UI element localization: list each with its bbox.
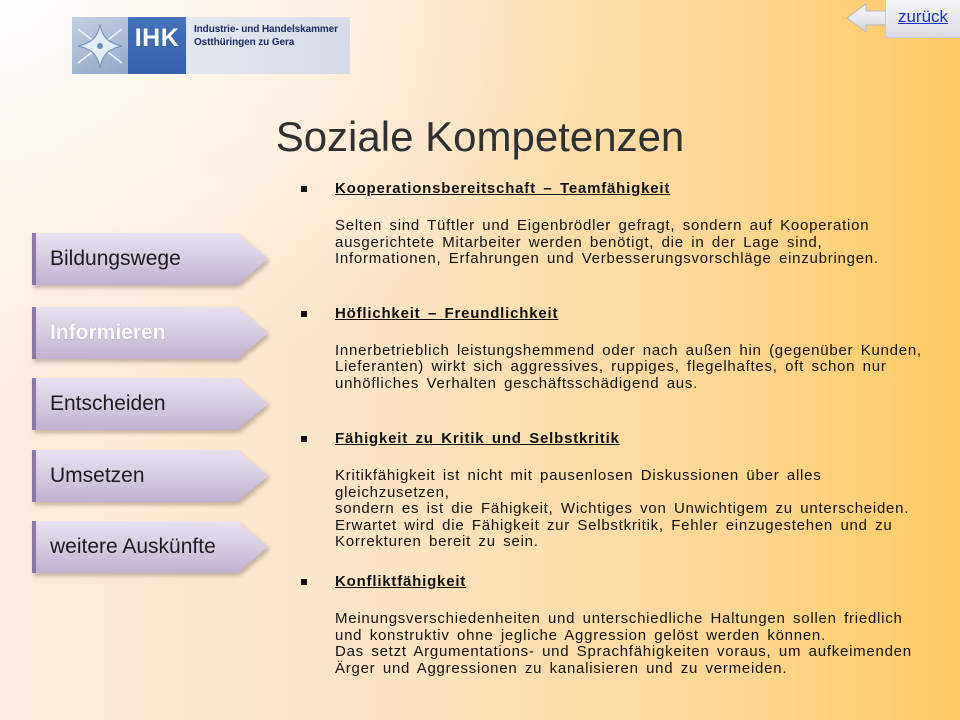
paragraph-line: Das setzt Argumentations- und Sprachfähigkeiten voraus, um aufkeimenden: [335, 643, 912, 661]
paragraph-line: unhöfliches Verhalten geschäftsschädigend aus.: [335, 374, 699, 392]
bullet-icon: [301, 579, 307, 585]
nav-button-label: Bildungswege: [50, 247, 181, 270]
logo-icon-box: [72, 17, 128, 74]
back-button[interactable]: [885, 0, 960, 38]
section-heading: Kooperationsbereitschaft – Teamfähigkeit: [335, 180, 671, 197]
paragraph-line: Informationen, Erfahrungen und Verbesserungsvorschläge einzubringen.: [335, 250, 879, 268]
paragraph-line: Innerbetrieblich leistungshemmend oder nach außen hin (gegenüber Kunden,: [335, 341, 922, 359]
bullet-icon: [301, 436, 307, 442]
section-paragraph: [335, 218, 879, 268]
page-title: Soziale Kompetenzen: [275, 113, 685, 160]
section-heading: Konfliktfähigkeit: [335, 573, 467, 590]
ihk-interchange-icon: [72, 17, 128, 74]
logo-abbr: IHK: [134, 24, 180, 52]
paragraph-line: Kritikfähigkeit ist nicht mit pausenlosen Diskussionen über alles: [335, 467, 822, 484]
nav-button-label: Entscheiden: [50, 392, 166, 415]
ihk-logo: [72, 17, 350, 74]
section-paragraph: [335, 343, 922, 393]
paragraph-line: und konstruktiv ohne jegliche Aggression gelöst werden können.: [335, 626, 826, 644]
logo-abbr-box: [128, 17, 186, 74]
paragraph-line: Selten sind Tüftler und Eigenbrödler gefragt, sondern auf Kooperation: [335, 217, 870, 234]
section-paragraph: [335, 611, 912, 677]
arrow-left-shape[interactable]: [847, 4, 889, 32]
nav-button-bildungswege[interactable]: [32, 233, 268, 285]
back-link[interactable]: zurück: [897, 7, 949, 26]
section-paragraph: [335, 468, 909, 551]
bullet-icon: [301, 186, 307, 192]
paragraph-line: Lieferanten) wirkt sich aggressives, ruppiges, flegelhaftes, oft schon nur: [335, 358, 887, 376]
logo-line1: Industrie- und Handelskammer: [194, 24, 338, 35]
paragraph-line: Korrekturen bereit zu sein.: [335, 533, 539, 551]
bullet-icon: [301, 311, 307, 317]
paragraph-line: Meinungsverschiedenheiten und unterschiedliche Haltungen sollen friedlich: [335, 610, 903, 627]
section-heading: Höflichkeit – Freundlichkeit: [335, 304, 559, 322]
nav-button-label: Informieren: [50, 321, 166, 344]
paragraph-line: sondern es ist die Fähigkeit, Wichtiges von Unwichtigem zu unterscheiden.: [335, 500, 910, 518]
nav-button-entscheiden[interactable]: [32, 378, 268, 430]
paragraph-line: gleichzusetzen,: [335, 483, 450, 501]
nav-button-label: weitere Auskünfte: [50, 535, 216, 558]
section-heading: Fähigkeit zu Kritik und Selbstkritik: [335, 430, 620, 447]
paragraph-line: ausgerichtete Mitarbeiter werden benötigt, die in der Lage sind,: [335, 233, 823, 251]
logo-line2: Ostthüringen zu Gera: [194, 37, 295, 48]
interchange-center: [97, 43, 103, 49]
arrow-left-icon[interactable]: [846, 3, 890, 33]
nav-button-informieren[interactable]: [32, 307, 268, 359]
paragraph-line: Ärger und Aggressionen zu kanalisieren und zu vermeiden.: [335, 659, 788, 677]
nav-button-label: Umsetzen: [50, 464, 145, 487]
logo-text-box: [186, 17, 350, 74]
paragraph-line: Erwartet wird die Fähigkeit zur Selbstkritik, Fehler einzugestehen und zu: [335, 516, 893, 534]
nav-button-weitere-auskuenfte[interactable]: [32, 521, 268, 573]
nav-button-umsetzen[interactable]: [32, 450, 268, 502]
